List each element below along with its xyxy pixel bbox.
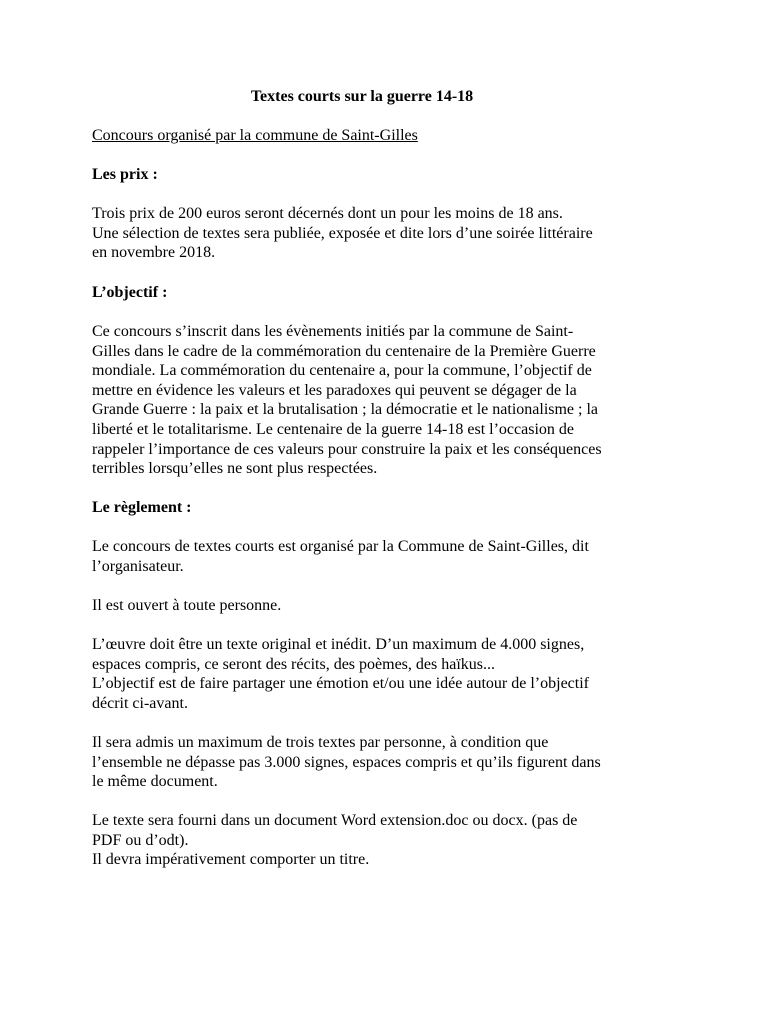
paragraph-prix [92, 204, 692, 263]
text-line: Il sera admis un maximum de trois textes par personne, à condition que [92, 734, 549, 751]
paragraph-reglement-5 [92, 811, 692, 870]
text-line: terribles lorsqu’elles ne sont plus respectées. [92, 460, 378, 478]
text-line: décrit ci-avant. [92, 694, 188, 712]
text-line: espaces compris, ce seront des récits, des poèmes, des haïkus... [92, 655, 495, 673]
text-line: Le concours de textes courts est organisé par la Commune de Saint-Gilles, dit [92, 538, 589, 555]
paragraph-objectif [92, 322, 692, 479]
text-line: L’objectif est de faire partager une émotion et/ou une idée autour de l’objectif [92, 675, 589, 693]
section-heading-objectif: L’objectif : [92, 284, 168, 301]
paragraph-reglement-1 [92, 537, 692, 576]
subtitle-text: Concours organisé par la commune de Saint-Gilles [92, 127, 418, 144]
section-heading-prix: Les prix : [92, 166, 158, 183]
paragraph-reglement-2 [92, 596, 692, 616]
text-line: mondiale. La commémoration du centenaire a, pour la commune, l’objectif de [92, 362, 592, 380]
text-line: en novembre 2018. [92, 244, 216, 262]
subtitle [92, 126, 692, 146]
text-line: Il devra impérativement comporter un titre. [92, 851, 370, 869]
text-line: mettre en évidence les valeurs et les paradoxes qui peuvent se dégager de la [92, 381, 577, 399]
text-line: l’ensemble ne dépasse pas 3.000 signes, espaces compris et qu’ils figurent dans [92, 753, 601, 771]
text-line: Il est ouvert à toute personne. [92, 597, 282, 614]
text-line: le même document. [92, 773, 218, 791]
paragraph-reglement-4 [92, 733, 692, 792]
section-heading-reglement: Le règlement : [92, 499, 192, 516]
text-line: Le texte sera fourni dans un document Word extension.doc ou docx. (pas de [92, 812, 578, 829]
text-line: rappeler l’importance de ces valeurs pour construire la paix et les conséquences [92, 440, 602, 458]
text-line: Une sélection de textes sera publiée, exposée et dite lors d’une soirée littéraire [92, 224, 593, 242]
text-line: PDF ou d’odt). [92, 831, 189, 849]
text-line: Ce concours s’inscrit dans les évènements initiés par la commune de Saint- [92, 323, 574, 340]
text-line: l’organisateur. [92, 557, 184, 575]
text-line: Trois prix de 200 euros seront décernés dont un pour les moins de 18 ans. [92, 205, 563, 222]
text-line: liberté et le totalitarisme. Le centenaire de la guerre 14-18 est l’occasion de [92, 420, 574, 438]
paragraph-reglement-3 [92, 635, 692, 713]
title-text: Textes courts sur la guerre 14-18 [250, 88, 474, 105]
text-line: L’œuvre doit être un texte original et inédit. D’un maximum de 4.000 signes, [92, 636, 585, 653]
text-line: Grande Guerre : la paix et la brutalisation ; la démocratie et le nationalisme ; la [92, 401, 599, 419]
document-title [0, 87, 770, 107]
text-line: Gilles dans le cadre de la commémoration du centenaire de la Première Guerre [92, 342, 596, 360]
